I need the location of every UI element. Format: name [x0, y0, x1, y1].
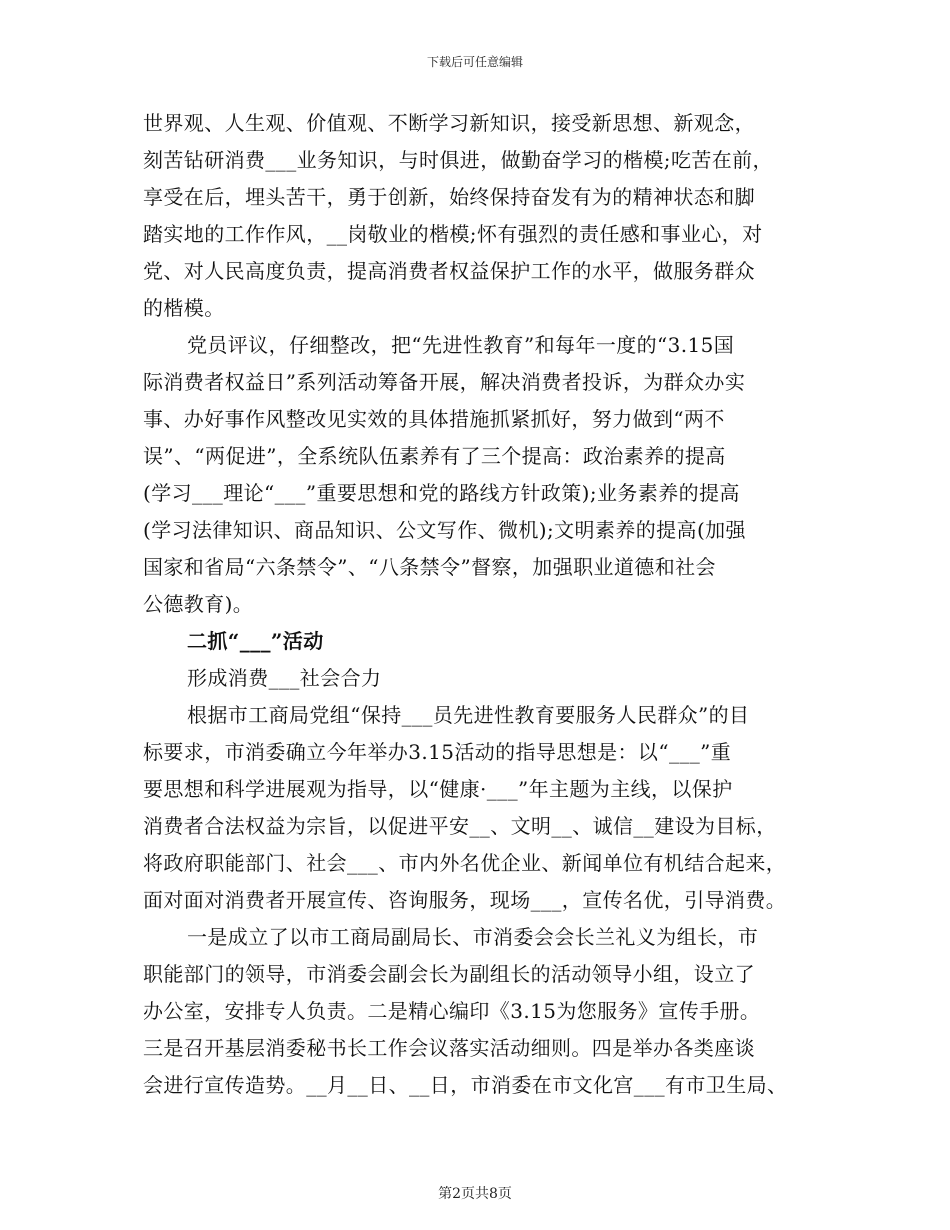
text-line: 要思想和科学进展观为指导，以“健康·___”年主题为主线，以保护: [143, 777, 733, 801]
text-line: 一是成立了以市工商局副局长、市消委会会长兰礼义为组长，市: [187, 925, 759, 949]
text-line: 将政府职能部门、社会___、市内外名优企业、新闻单位有机结合起来，: [143, 851, 787, 875]
text-line: 根据市工商局党组“保持___员先进性教育要服务人民群众”的目: [187, 703, 750, 727]
page-header: 下载后可任意编辑: [426, 55, 523, 69]
text-line: 际消费者权益日”系列活动筹备开展，解决消费者投诉，为群众办实: [143, 370, 746, 394]
text-line: (学习___理论“___”重要思想和党的路线方针政策);业务素养的提高: [143, 481, 740, 505]
section-heading: 二抓“___”活动: [187, 629, 324, 653]
text-line: 会进行宣传造势。__月__日、__日，市消委在市文化宫___有市卫生局、: [143, 1073, 788, 1097]
text-line: 事、办好事作风整改见实效的具体措施抓紧抓好，努力做到“两不: [143, 407, 725, 431]
document-body: [143, 105, 823, 1104]
text-line: 世界观、人生观、价值观、不断学习新知识，接受新思想、新观念，: [143, 111, 755, 135]
text-line: 公德教育)。: [143, 592, 254, 616]
text-line: 刻苦钻研消费___业务知识，与时俱进，做勤奋学习的楷模;吃苦在前，: [143, 148, 773, 172]
page-footer: 第2页共8页: [438, 1186, 512, 1202]
text-line: 消费者合法权益为宗旨，以促进平安__、文明__、诚信__建设为目标，: [143, 814, 777, 838]
text-line: 职能部门的领导，市消委会副会长为副组长的活动领导小组，设立了: [143, 962, 755, 986]
text-line: 踏实地的工作作风，__岗敬业的楷模;怀有强烈的责任感和事业心，对: [143, 222, 763, 246]
text-line: 党员评议，仔细整改，把“先进性教育”和每年一度的“3.15国: [187, 333, 735, 357]
text-line: 国家和省局“六条禁令”、“八条禁令”督察，加强职业道德和社会: [143, 555, 716, 579]
text-line: 的楷模。: [143, 296, 225, 320]
text-line: 三是召开基层消委秘书长工作会议落实活动细则。四是举办各类座谈: [143, 1036, 755, 1060]
text-line: 面对面对消费者开展宣传、咨询服务，现场___，宣传名优，引导消费。: [143, 888, 787, 912]
text-line: 标要求，市消委确立今年举办3.15活动的指导思想是：以“___”重: [143, 740, 732, 764]
text-line: (学习法律知识、商品知识、公文写作、微机);文明素养的提高(加强: [143, 518, 746, 542]
text-line: 党、对人民高度负责，提高消费者权益保护工作的水平，做服务群众: [143, 259, 755, 283]
text-line: 办公室，安排专人负责。二是精心编印《3.15为您服务》宣传手册。: [143, 999, 761, 1023]
text-line: 形成消费___社会合力: [187, 666, 382, 690]
text-line: 享受在后，埋头苦干，勇于创新，始终保持奋发有为的精神状态和脚: [143, 185, 755, 209]
text-line: 误”、“两促进”，全系统队伍素养有了三个提高：政治素养的提高: [143, 444, 726, 468]
